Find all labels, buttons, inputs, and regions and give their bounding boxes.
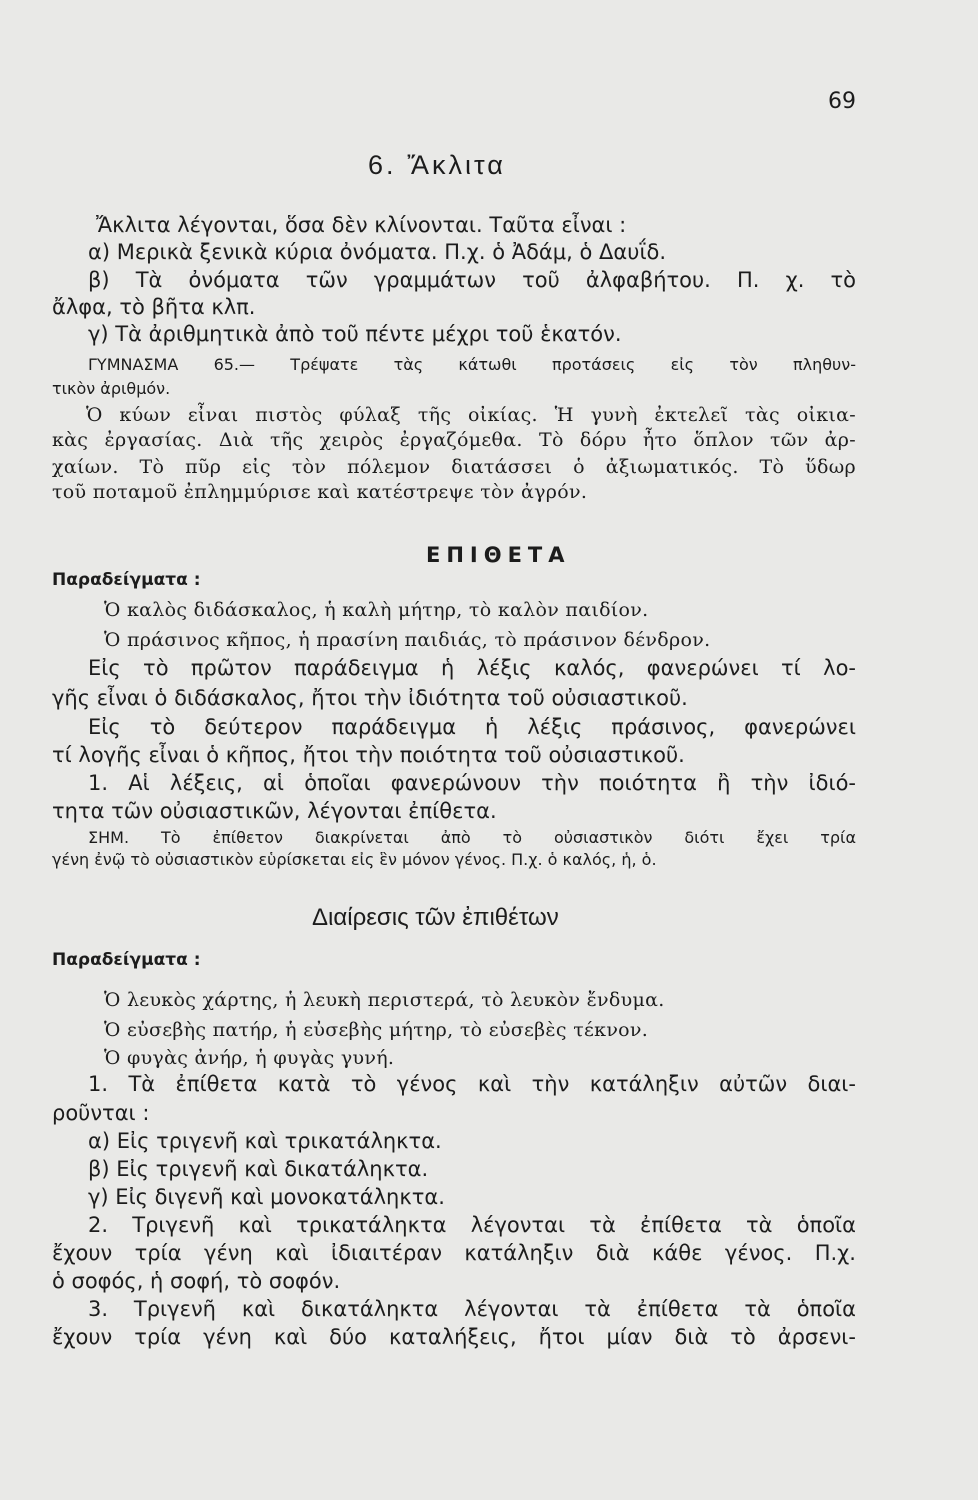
intro-line: γ) Τὰ ἀριθμητικὰ ἀπὸ τοῦ πέντε μέχρι τοῦ ἑκατόν.	[88, 322, 622, 346]
explanation-line: Εἰς τὸ πρῶτον παράδειγμα ἡ λέξις καλός, φανερώνει τί λο-	[88, 656, 856, 680]
rule-line: 3. Τριγενῆ καὶ δικατάληκτα λέγονται τὰ ἐπίθετα τὰ ὁποῖα	[88, 1297, 856, 1321]
exercise-line: τικὸν ἀριθμόν.	[52, 379, 171, 398]
example-line: Ὁ καλὸς διδάσκαλος, ἡ καλὴ μήτηρ, τὸ καλὸν παιδίον.	[104, 599, 649, 621]
subsection-heading: Διαίρεσις τῶν ἐπιθέτων	[312, 904, 559, 931]
explanation-line: Εἰς τὸ δεύτερον παράδειγμα ἡ λέξις πράσινος, φανερώνει	[88, 715, 856, 739]
rule-line: ἔχουν τρία γένη καὶ ἰδιαιτέραν κατάληξιν διὰ κάθε γένος. Π.χ.	[52, 1241, 856, 1265]
exercise-line: κὰς ἐργασίας. Διὰ τῆς χειρὸς ἐργαζόμεθα. Τὸ δόρυ ἦτο ὅπλον τῶν ἀρ-	[52, 429, 856, 451]
example-line: Ὁ εὐσεβὴς πατήρ, ἡ εὐσεβὴς μήτηρ, τὸ εὐσεβὲς τέκνον.	[104, 1019, 649, 1041]
rule-line: ὁ σοφός, ἡ σοφή, τὸ σοφόν.	[52, 1269, 341, 1293]
explanation-line: τητα τῶν οὐσιαστικῶν, λέγονται ἐπίθετα.	[52, 799, 497, 823]
rule-line: 1. Τὰ ἐπίθετα κατὰ τὸ γένος καὶ τὴν κατάληξιν αὐτῶν διαι-	[88, 1072, 856, 1096]
exercise-line: ΓΥΜΝΑΣΜΑ 65.— Τρέψατε τὰς κάτωθι προτάσεις εἰς τὸν πληθυν-	[88, 355, 856, 374]
example-line: Ὁ φυγὰς ἀνήρ, ἡ φυγὰς γυνή.	[104, 1047, 395, 1069]
intro-line: α) Μερικὰ ξενικὰ κύρια ὀνόματα. Π.χ. ὁ Ἀδάμ, ὁ Δαυΐδ.	[88, 240, 667, 264]
examples-label: Παραδείγματα :	[52, 950, 201, 970]
intro-line: Ἄκλιτα λέγονται, ὅσα δὲν κλίνονται. Ταῦτα εἶναι :	[96, 213, 627, 237]
rule-line: β) Εἰς τριγενῆ καὶ δικατάληκτα.	[88, 1157, 429, 1181]
rule-line: ροῦνται :	[52, 1101, 150, 1125]
rule-line: 2. Τριγενῆ καὶ τρικατάληκτα λέγονται τὰ ἐπίθετα τὰ ὁποῖα	[88, 1213, 856, 1237]
example-line: Ὁ λευκὸς χάρτης, ἡ λευκὴ περιστερά, τὸ λευκὸν ἔνδυμα.	[104, 989, 665, 1011]
note-line: ΣΗΜ. Τὸ ἐπίθετον διακρίνεται ἀπὸ τὸ οὐσιαστικὸν διότι ἔχει τρία	[88, 828, 856, 847]
note-line: γένη ἐνῷ τὸ οὐσιαστικὸν εὑρίσκεται εἰς ἓν μόνον γένος. Π.χ. ὁ καλός, ἡ, ὁ.	[52, 850, 657, 869]
section-heading: ΕΠΙΘΕΤΑ	[426, 543, 571, 567]
intro-line: β) Τὰ ὀνόματα τῶν γραμμάτων τοῦ ἀλφαβήτου. Π. χ. τὸ	[88, 268, 856, 292]
examples-label: Παραδείγματα :	[52, 570, 201, 590]
exercise-line: χαίων. Τὸ πῦρ εἰς τὸν πόλεμον διατάσσει ὁ ἀξιωματικός. Τὸ ὕδωρ	[52, 456, 856, 478]
rule-line: α) Εἰς τριγενῆ καὶ τρικατάληκτα.	[88, 1129, 442, 1153]
section-title: 6. Ἄκλιτα	[368, 150, 506, 180]
page-number: 69	[828, 89, 856, 114]
explanation-line: γῆς εἶναι ὁ διδάσκαλος, ἤτοι τὴν ἰδιότητα τοῦ οὐσιαστικοῦ.	[52, 686, 688, 710]
rule-line: ἔχουν τρία γένη καὶ δύο καταλήξεις, ἤτοι μίαν διὰ τὸ ἀρσενι-	[52, 1325, 856, 1349]
explanation-line: 1. Αἱ λέξεις, αἱ ὁποῖαι φανερώνουν τὴν ποιότητα ἢ τὴν ἰδιό-	[88, 771, 856, 795]
explanation-line: τί λογῆς εἶναι ὁ κῆπος, ἤτοι τὴν ποιότητα τοῦ οὐσιαστικοῦ.	[52, 743, 685, 767]
rule-line: γ) Εἰς διγενῆ καὶ μονοκατάληκτα.	[88, 1185, 445, 1209]
example-line: Ὁ πράσινος κῆπος, ἡ πρασίνη παιδιάς, τὸ πράσινον δένδρον.	[104, 629, 711, 651]
intro-line: ἄλφα, τὸ βῆτα κλπ.	[52, 295, 256, 319]
exercise-line: τοῦ ποταμοῦ ἐπλημμύρισε καὶ κατέστρεψε τὸν ἀγρόν.	[52, 481, 588, 503]
exercise-line: Ὁ κύων εἶναι πιστὸς φύλαξ τῆς οἰκίας. Ἡ γυνὴ ἐκτελεῖ τὰς οἰκια-	[86, 404, 856, 426]
